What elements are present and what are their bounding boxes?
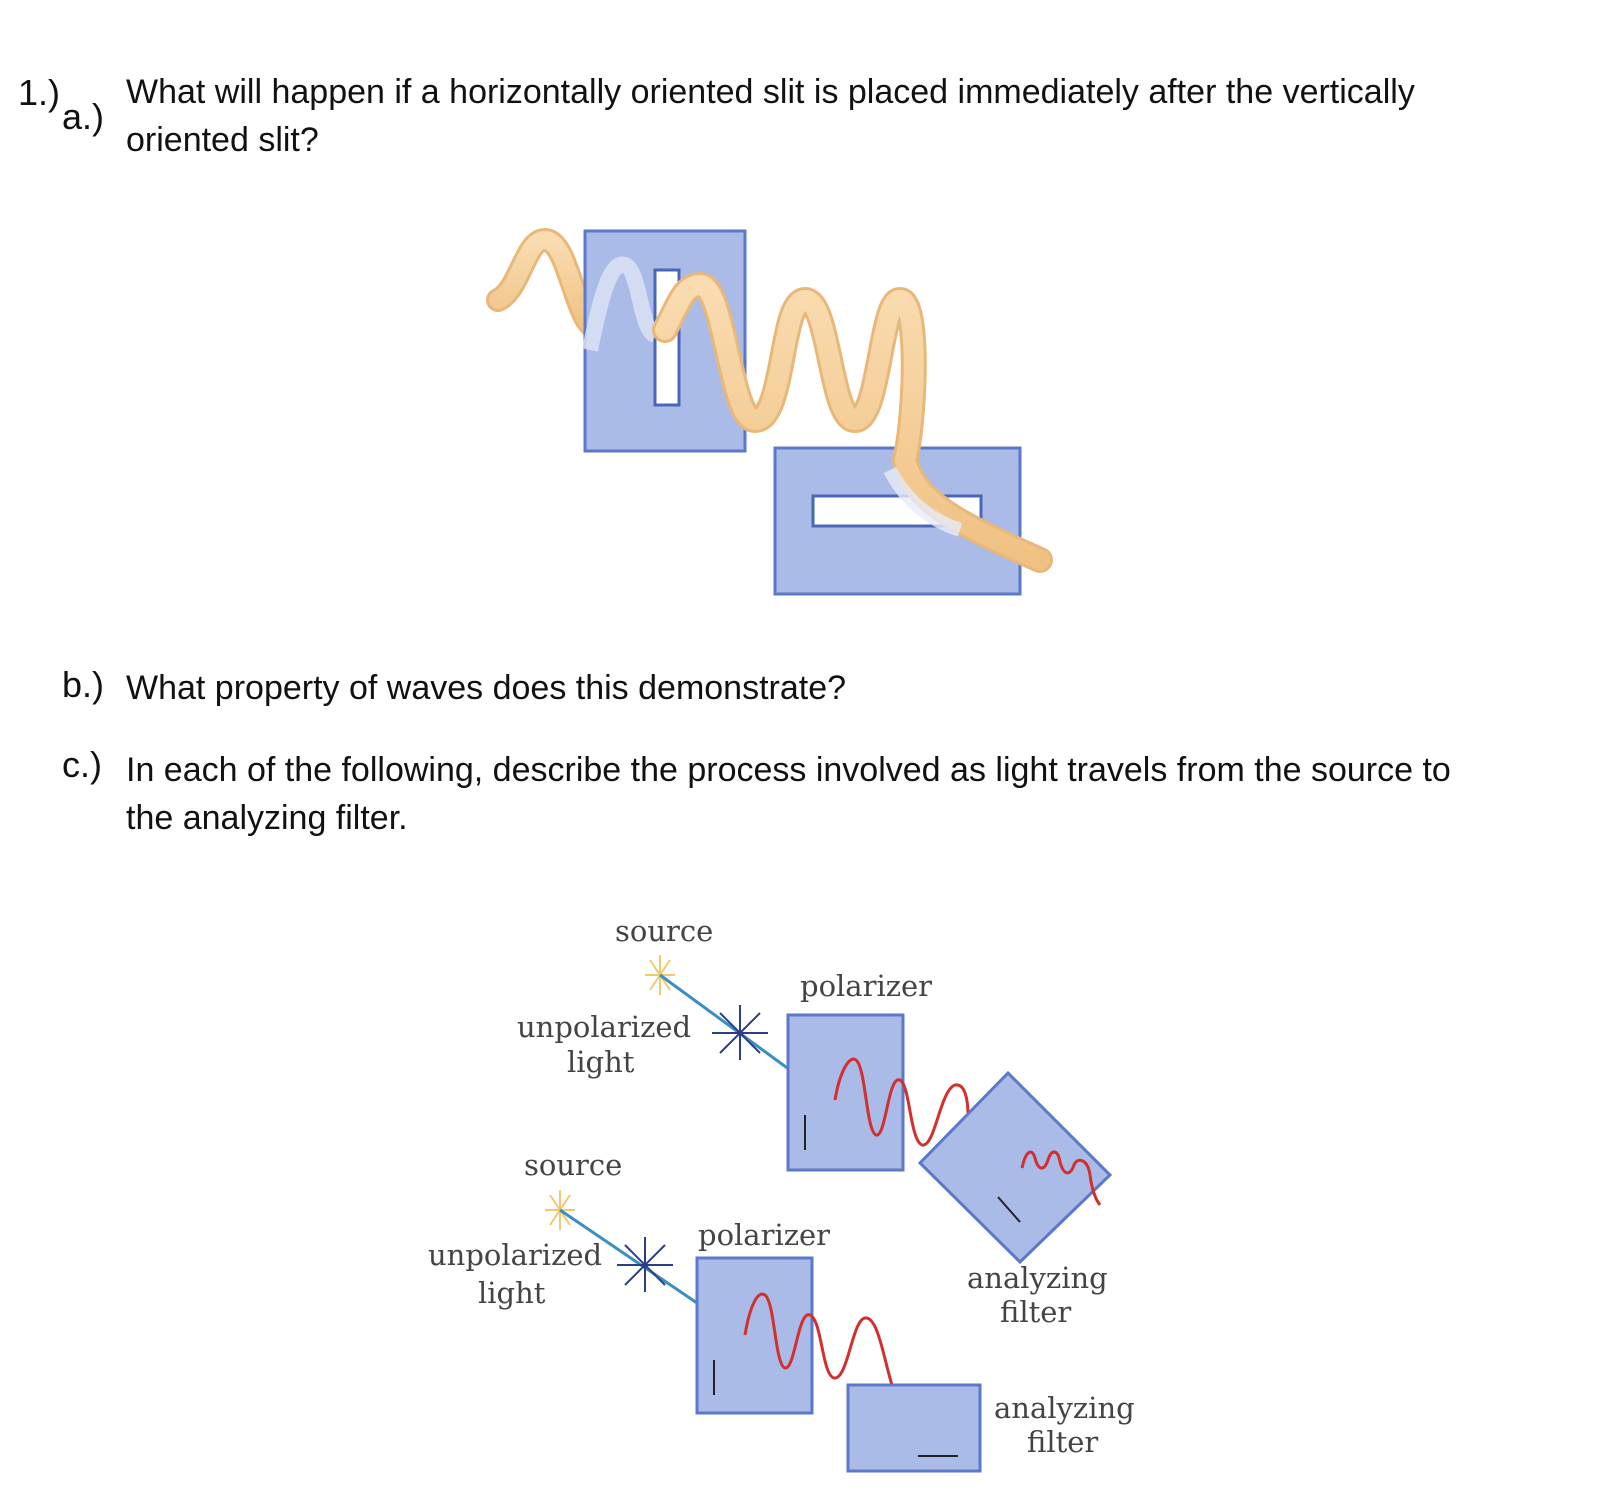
question-number: 1.) <box>18 72 61 113</box>
part-a-line-2: oriented slit? <box>126 121 319 159</box>
top-analyzing-filter <box>920 1073 1110 1262</box>
part-b-text: What property of waves does this demonstrate? <box>126 669 847 707</box>
top-analyzing-label: analyzing <box>967 1261 1108 1295</box>
part-a-letter: a.) <box>62 96 105 137</box>
top-polarizer-label: polarizer <box>800 969 933 1003</box>
part-c-letter: c.) <box>62 744 102 785</box>
top-source-label: source <box>615 914 714 948</box>
bottom-light-label: light <box>478 1276 546 1310</box>
part-a-line-1: What will happen if a horizontally oriented slit is placed immediately after the vertically <box>126 73 1415 111</box>
top-light-label: light <box>567 1045 635 1079</box>
part-b-letter: b.) <box>62 664 105 705</box>
bottom-source-label: source <box>524 1148 623 1182</box>
bottom-unpolarized-arrows-icon <box>617 1237 673 1292</box>
part-c-line-1: In each of the following, describe the process involved as light travels from the source to <box>126 751 1451 789</box>
bottom-analyzing-label: analyzing <box>994 1391 1135 1425</box>
bottom-analyzing-filter <box>848 1385 980 1471</box>
top-filter-label: filter <box>1000 1295 1072 1329</box>
bottom-filter-label: filter <box>1027 1425 1099 1459</box>
top-unpolarized-arrows-icon <box>712 1005 768 1060</box>
part-c-line-2: the analyzing filter. <box>126 799 408 837</box>
top-unpolarized-label: unpolarized <box>517 1010 692 1044</box>
bottom-polarizer-label: polarizer <box>698 1218 831 1252</box>
bottom-unpolarized-label: unpolarized <box>428 1238 603 1272</box>
